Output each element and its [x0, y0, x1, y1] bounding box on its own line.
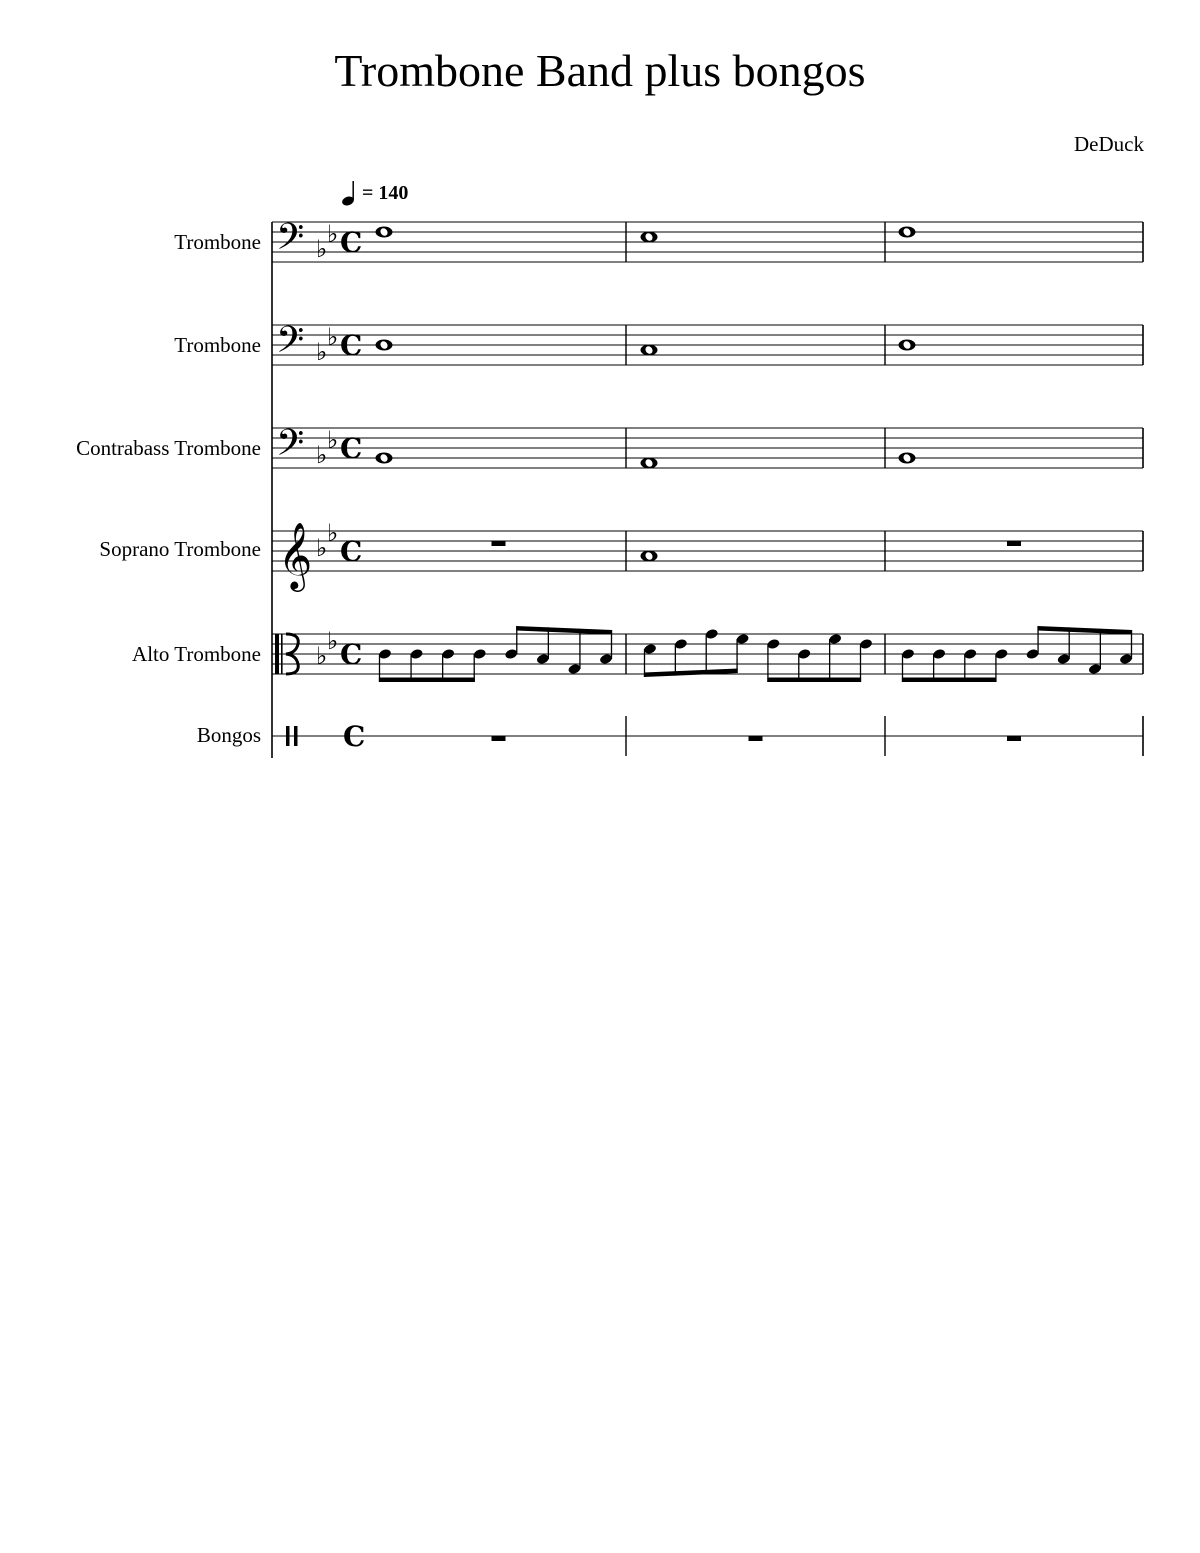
- flat-icon: ♭: [316, 338, 328, 366]
- whole-rest: [492, 541, 506, 546]
- flat-icon: ♭: [327, 426, 339, 454]
- score-title: Trombone Band plus bongos: [334, 45, 866, 96]
- composer: DeDuck: [1074, 132, 1144, 156]
- time-signature: C: [340, 638, 363, 671]
- staff-label-soprano-trombone: Soprano Trombone: [99, 537, 261, 561]
- bass-clef-icon: 𝄢: [276, 319, 305, 370]
- staff-3: [272, 531, 1143, 571]
- alto-clef-icon: [281, 634, 283, 674]
- time-signature: C: [340, 535, 363, 568]
- staff-label-contrabass-trombone: Contrabass Trombone: [76, 436, 261, 460]
- tempo-text: = 140: [362, 181, 409, 204]
- time-signature: C: [340, 432, 363, 465]
- staff-label-alto-trombone: Alto Trombone: [132, 642, 261, 666]
- beam: [644, 669, 738, 678]
- staff-1: [272, 325, 1143, 365]
- time-signature: C: [340, 226, 363, 259]
- beam: [902, 678, 997, 683]
- flat-icon: ♭: [316, 642, 328, 670]
- treble-clef-icon: 𝄞: [278, 521, 313, 589]
- beam: [516, 626, 612, 635]
- staff-4: [272, 626, 1143, 682]
- flat-icon: ♭: [327, 627, 339, 655]
- staff-label-bongos: Bongos: [196, 723, 261, 747]
- staff-label-trombone-1: Trombone: [174, 230, 261, 254]
- whole-rest: [1007, 736, 1021, 741]
- beam: [379, 678, 475, 683]
- whole-rest: [1007, 541, 1021, 546]
- staff-2: [272, 428, 1143, 469]
- alto-clef-icon: [275, 634, 279, 674]
- whole-rest: [749, 736, 763, 741]
- flat-icon: ♭: [316, 441, 328, 469]
- bass-clef-icon: 𝄢: [276, 216, 305, 267]
- flat-icon: ♭: [327, 323, 339, 351]
- time-signature: C: [340, 329, 363, 362]
- percussion-clef-icon: [286, 726, 290, 746]
- beam: [767, 678, 861, 683]
- bass-clef-icon: 𝄢: [276, 422, 305, 473]
- whole-rest: [492, 736, 506, 741]
- time-signature: C: [343, 720, 366, 753]
- percussion-clef-icon: [294, 726, 298, 746]
- staff-0: [272, 222, 1143, 262]
- flat-icon: ♭: [327, 220, 339, 248]
- staff-5: [272, 716, 1143, 756]
- staff-label-trombone-2: Trombone: [174, 333, 261, 357]
- flat-icon: ♭: [327, 519, 339, 547]
- flat-icon: ♭: [316, 235, 328, 263]
- flat-icon: ♭: [316, 534, 328, 562]
- beam: [1037, 626, 1132, 635]
